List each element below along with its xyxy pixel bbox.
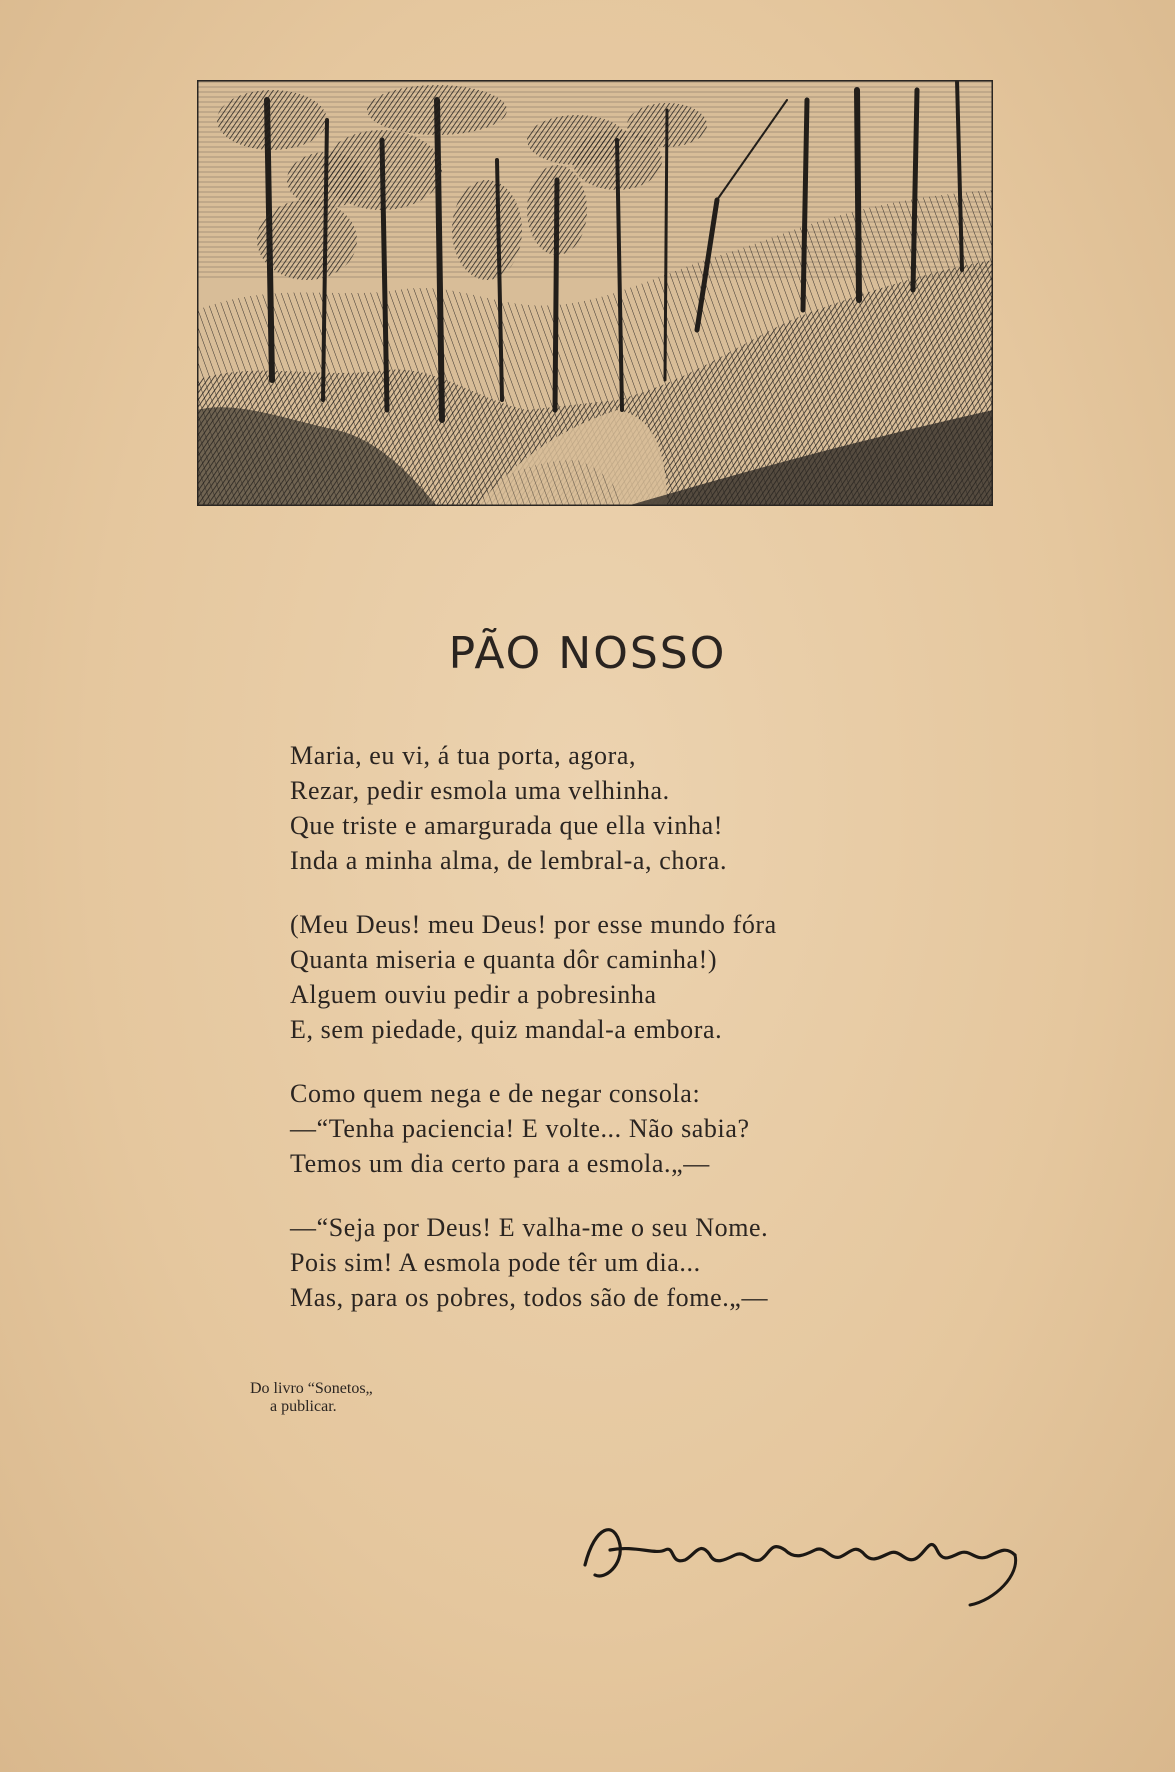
- poem-line: —“Seja por Deus! E valha-me o seu Nome.: [290, 1213, 769, 1242]
- poem-line: Alguem ouviu pedir a pobresinha: [290, 980, 657, 1009]
- stanza-2: [290, 907, 990, 1047]
- poem-line: Maria, eu vi, á tua porta, agora,: [290, 741, 637, 770]
- poem-line: Temos um dia certo para a esmola.„—: [290, 1149, 710, 1178]
- source-line-1: Do livro “Sonetos„: [250, 1380, 373, 1397]
- forest-engraving: [197, 80, 993, 506]
- poem-body: [290, 738, 990, 1344]
- source-line-2: a publicar.: [270, 1398, 337, 1415]
- author-signature: [575, 1505, 1035, 1615]
- poem-line: Que triste e amargurada que ella vinha!: [290, 811, 723, 840]
- poem-line: —“Tenha paciencia! E volte... Não sabia?: [290, 1114, 750, 1143]
- poem-line: Quanta miseria e quanta dôr caminha!): [290, 945, 718, 974]
- source-note: [250, 1380, 373, 1416]
- stanza-4: [290, 1210, 990, 1315]
- poem-line: E, sem piedade, quiz mandal-a embora.: [290, 1015, 723, 1044]
- poem-title: PÃO NOSSO: [448, 628, 727, 679]
- stanza-1: [290, 738, 990, 878]
- poem-line: Inda a minha alma, de lembral-a, chora.: [290, 846, 728, 875]
- poem-line: Rezar, pedir esmola uma velhinha.: [290, 776, 670, 805]
- poem-line: Mas, para os pobres, todos são de fome.„—: [290, 1283, 769, 1312]
- poem-line: Como quem nega e de negar consola:: [290, 1079, 701, 1108]
- poem-line: Pois sim! A esmola pode têr um dia...: [290, 1248, 701, 1277]
- poem-line: (Meu Deus! meu Deus! por esse mundo fóra: [290, 910, 777, 939]
- stanza-3: [290, 1076, 990, 1181]
